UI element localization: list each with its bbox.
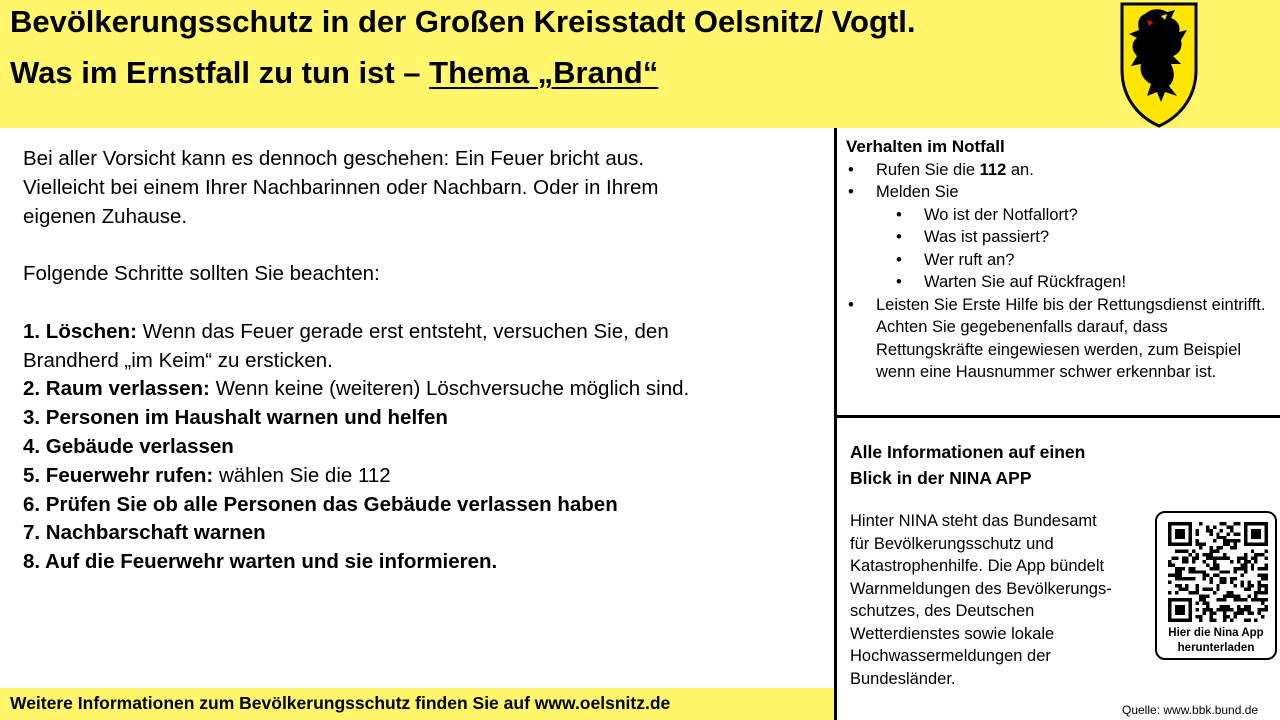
qr-caption: Hier die Nina App herunterladen (1168, 627, 1264, 654)
steps-heading: Folgende Schritte sollten Sie beachten: (23, 262, 380, 286)
emergency-list (846, 294, 1276, 384)
page-subtitle (10, 55, 658, 91)
horizontal-divider (837, 415, 1280, 418)
step-item: 3. Personen im Haushalt warnen und helfen (23, 406, 448, 430)
list-item: • Warten Sie auf Rückfragen! (846, 271, 1276, 294)
list-item: • Rufen Sie die 112 an. (846, 159, 1276, 182)
emergency-box (846, 136, 1276, 384)
header-banner (0, 0, 1280, 128)
coat-of-arms-icon (1117, 0, 1201, 128)
list-item: • Leisten Sie Erste Hilfe bis der Rettungsdienst eintrifft. Achten Sie gegebenenfalls darauf, dass Rettungskräfte eingewiesen werden, zum Beispiel wenn eine Hausnummer schwer erkennbar ist. (846, 294, 1276, 384)
footer-banner (0, 688, 834, 720)
list-item: • Wer ruft an? (846, 249, 1276, 272)
intro-line: Bei aller Vorsicht kann es dennoch geschehen: Ein Feuer bricht aus. (23, 147, 645, 170)
qr-code-icon[interactable] (1168, 522, 1268, 622)
intro-line: eigenen Zuhause. (23, 204, 188, 228)
step-item: 8. Auf die Feuerwehr warten und sie informieren. (23, 550, 498, 574)
step-item: 2. Raum verlassen: Wenn keine (weiteren) Löschversuche möglich sind. (23, 377, 690, 401)
step-item: 6. Prüfen Sie ob alle Personen das Gebäude verlassen haben (23, 492, 618, 516)
step-item: 4. Gebäude verlassen (23, 434, 234, 458)
step-item: 1. Löschen: Wenn das Feuer gerade erst entsteht, versuchen Sie, den (23, 319, 669, 343)
step-item: 7. Nachbarschaft warnen (23, 521, 266, 545)
qr-download-box[interactable] (1155, 511, 1277, 660)
list-item: • Wo ist der Notfallort? (846, 204, 1276, 227)
step-item: 5. Feuerwehr rufen: wählen Sie die 112 (23, 463, 391, 487)
step-item: Brandherd „im Keim“ zu ersticken. (23, 348, 333, 372)
subtitle-prefix: Was im Ernstfall zu tun ist – (10, 55, 430, 90)
emergency-list (846, 159, 1276, 204)
footer-text: Weitere Informationen zum Bevölkerungsschutz finden Sie auf www.oelsnitz.de (10, 693, 671, 713)
emergency-title: Verhalten im Notfall (846, 137, 1005, 156)
nina-description: Hinter NINA steht das Bundesamt für Bevölkerungsschutz und Katastrophenhilfe. Die App bündelt Warnmeldungen des Bevölkerungs- schutzes, des Deutschen Wetterdienstes sowie lokale Hochwassermeldungen der Bundesländer. (850, 512, 1112, 688)
vertical-divider (834, 128, 837, 720)
list-item: • Melden Sie (846, 181, 1276, 204)
source-note: Quelle: www.bbk.bund.de (1122, 703, 1259, 717)
nina-title: Alle Informationen auf einen Blick in der NINA APP (850, 442, 1086, 488)
main-content (23, 145, 823, 577)
subtitle-topic: Thema „Brand“ (429, 55, 659, 90)
page-title: Bevölkerungsschutz in der Großen Kreisstadt Oelsnitz/ Vogtl. (10, 4, 916, 39)
intro-line: Vielleicht bei einem Ihrer Nachbarinnen oder Nachbarn. Oder in Ihrem (23, 175, 659, 199)
list-item: • Was ist passiert? (846, 226, 1276, 249)
question-list (846, 204, 1276, 294)
